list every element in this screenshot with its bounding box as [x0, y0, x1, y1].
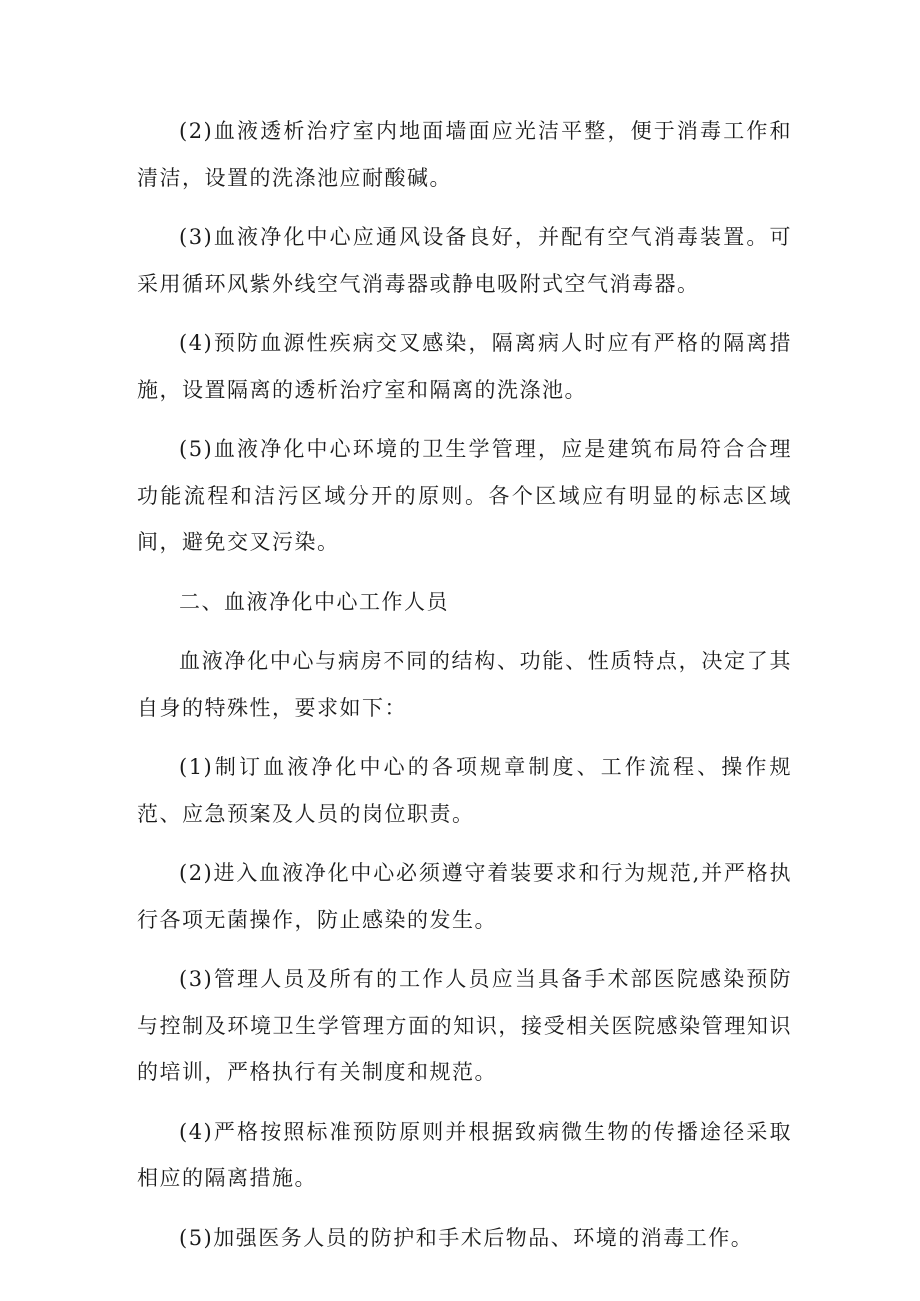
- paragraph-item-3-ventilation: (3)血液净化中心应通风设备良好，并配有空气消毒装置。可采用循环风紫外线空气消毒器或静电吸附式空气消毒器。: [137, 225, 792, 296]
- staff-item-5-protection: (5)加强医务人员的防护和手术后物品、环境的消毒工作。: [179, 1225, 754, 1250]
- section-heading-staff: 二、血液净化中心工作人员: [179, 589, 449, 614]
- staff-item-1-regulations: (1)制订血液净化中心的各项规章制度、工作流程、操作规范、应急预案及人员的岗位职责。: [137, 755, 792, 826]
- paragraph-item-2-floor-walls: (2)血液透析治疗室内地面墙面应光洁平整，便于消毒工作和清洁，设置的洗涤池应耐酸碱。: [137, 119, 792, 190]
- paragraph-item-4-isolation: (4)预防血源性疾病交叉感染，隔离病人时应有严格的隔离措施，设置隔离的透析治疗室和隔离的洗涤池。: [137, 331, 792, 402]
- staff-item-2-dress-code: (2)进入血液净化中心必须遵守着装要求和行为规范,并严格执行各项无菌操作，防止感染的发生。: [137, 861, 792, 932]
- staff-item-3-training: (3)管理人员及所有的工作人员应当具备手术部医院感染预防与控制及环境卫生学管理方面的知识，接受相关医院感染管理知识的培训，严格执行有关制度和规范。: [137, 967, 792, 1084]
- section-intro: 血液净化中心与病房不同的结构、功能、性质特点，决定了其自身的特殊性，要求如下：: [137, 649, 792, 720]
- document-body: [137, 108, 792, 1274]
- paragraph-item-5-hygiene-management: (5)血液净化中心环境的卫生学管理，应是建筑布局符合合理功能流程和洁污区域分开的原则。各个区域应有明显的标志区域间，避免交叉污染。: [137, 437, 792, 554]
- staff-item-4-precautions: (4)严格按照标准预防原则并根据致病微生物的传播途径采取相应的隔离措施。: [137, 1119, 792, 1190]
